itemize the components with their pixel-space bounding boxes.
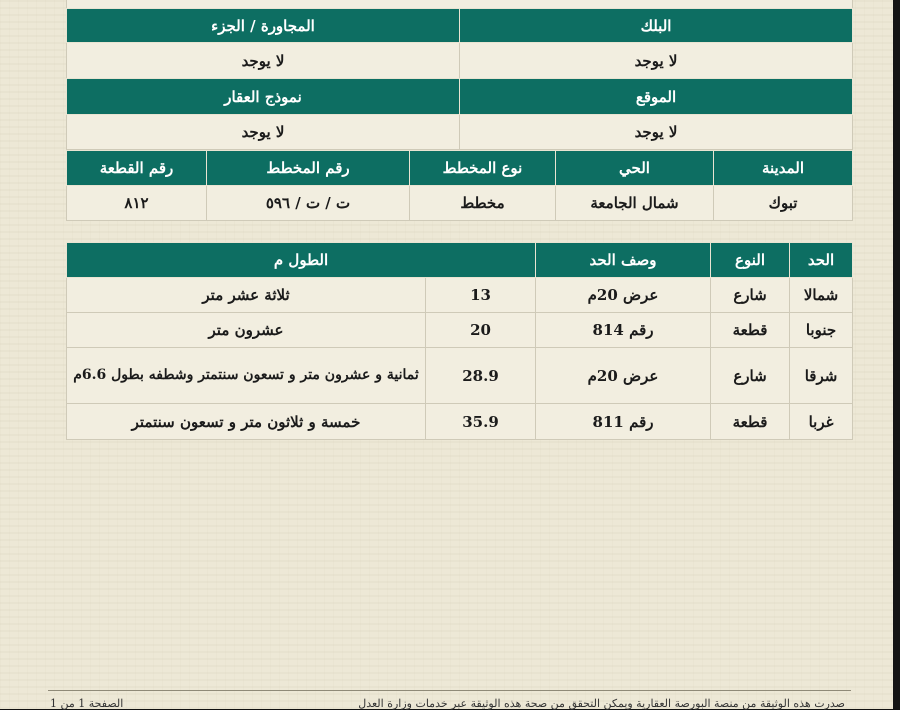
neighborhood-part-value: لا يوجد <box>67 43 460 79</box>
location-value: لا يوجد <box>460 115 853 150</box>
block-header: البلك <box>460 9 853 43</box>
type-cell: قطعة <box>711 313 790 348</box>
length-number-cell: 28.9 <box>426 348 536 404</box>
footer-divider <box>48 690 851 691</box>
plan-type-header: نوع المخطط <box>410 151 556 186</box>
table-row <box>67 278 853 313</box>
description-cell: رقم 814 <box>536 313 711 348</box>
table-row <box>67 313 853 348</box>
screen-edge <box>893 0 900 709</box>
length-text-cell: ثمانية و عشرون متر و تسعون سنتمتر وشطفه بطول 6.6م <box>67 348 426 404</box>
length-text-cell: عشرون متر <box>67 313 426 348</box>
plan-type-value: مخطط <box>410 186 556 221</box>
block-value: لا يوجد <box>460 43 853 79</box>
length-text-cell: خمسة و ثلاثون متر و تسعون سنتمتر <box>67 404 426 440</box>
property-model-header: نموذج العقار <box>67 79 460 115</box>
table-row <box>67 348 853 404</box>
side-cell: غربا <box>790 404 853 440</box>
page-number: الصفحة 1 من 1 <box>50 697 124 710</box>
plan-number-header: رقم المخطط <box>207 151 410 186</box>
type-cell: شارع <box>711 348 790 404</box>
side-cell: جنوبا <box>790 313 853 348</box>
district-header: الحي <box>556 151 714 186</box>
side-cell: شمالا <box>790 278 853 313</box>
length-number-cell: 20 <box>426 313 536 348</box>
block-table <box>66 8 853 79</box>
district-value: شمال الجامعة <box>556 186 714 221</box>
plot-number-header: رقم القطعة <box>67 151 207 186</box>
type-cell: شارع <box>711 278 790 313</box>
length-number-cell: 35.9 <box>426 404 536 440</box>
description-cell: عرض 20م <box>536 348 711 404</box>
description-cell: رقم 811 <box>536 404 711 440</box>
neighborhood-part-header: المجاورة / الجزء <box>67 9 460 43</box>
table-row <box>67 404 853 440</box>
city-header: المدينة <box>714 151 853 186</box>
length-number-cell: 13 <box>426 278 536 313</box>
footer-note: صدرت هذه الوثيقة من منصة البورصة العقارية ويمكن التحقق من صحة هذه الوثيقة عبر خدمات وزارة العدل <box>358 697 845 710</box>
length-text-cell: ثلاثة عشر متر <box>67 278 426 313</box>
type-header: النوع <box>711 243 790 278</box>
location-header: الموقع <box>460 79 853 115</box>
plot-number-value: ٨١٢ <box>67 186 207 221</box>
description-cell: عرض 20م <box>536 278 711 313</box>
property-model-value: لا يوجد <box>67 115 460 150</box>
plan-number-value: ت / ت / ٥٩٦ <box>207 186 410 221</box>
type-cell: قطعة <box>711 404 790 440</box>
location-table <box>66 78 853 150</box>
side-header: الحد <box>790 243 853 278</box>
plan-table <box>66 150 853 221</box>
side-cell: شرقا <box>790 348 853 404</box>
city-value: تبوك <box>714 186 853 221</box>
boundaries-table <box>66 242 853 440</box>
length-header: الطول م <box>67 243 536 278</box>
description-header: وصف الحد <box>536 243 711 278</box>
